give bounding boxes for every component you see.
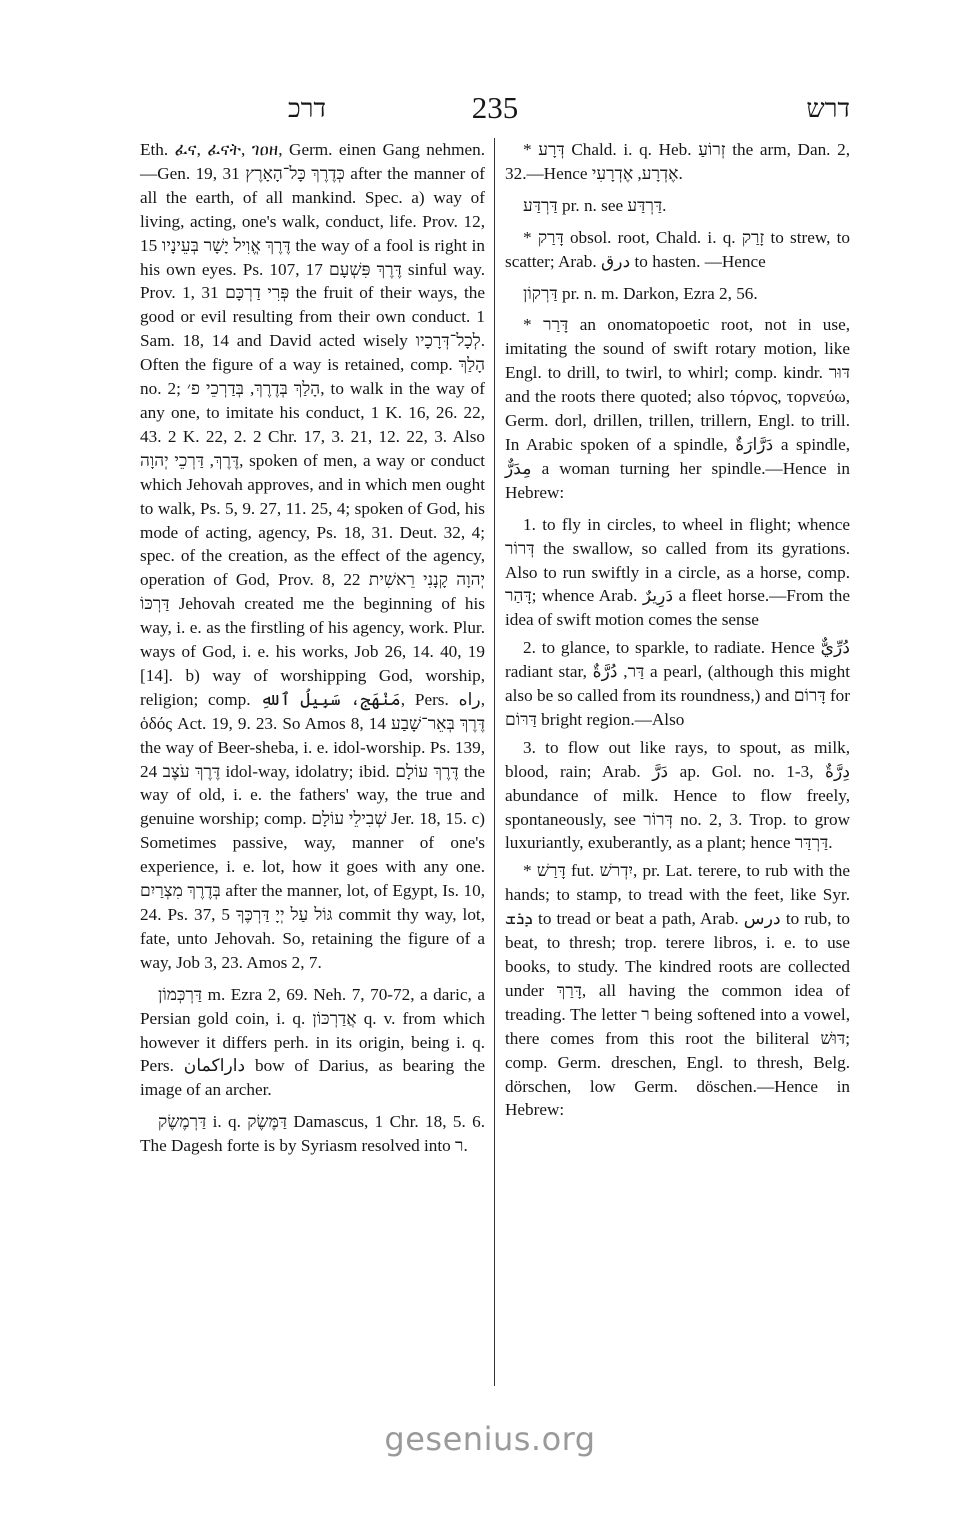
right-column [505,138,850,1130]
site-watermark: gesenius.org [384,1420,596,1458]
entry-darar-sense-3: 3. to flow out like rays, to spout, as milk, blood, rain; Arab. دَرَّ ap. Gol. no. 1-3, دِرَّةٌ abundance of milk. Hence to flow freely, spontaneously, see דְּרוֹר no. 2, 3. Trop. to grow luxuriantly, exuberantly, as a plant; hence דַּרְדַּר. [505,737,851,853]
column-divider [494,138,495,1386]
entry-darmesek: דַּרְמֶשֶׂק i. q. דַּמֶּשֶׂק Damascus, 1 Chr. 18, 5. 6. The Dagesh forte is by Syriasm resolved into ר. [140,1112,485,1156]
entry-darkmon: דַּרְכְּמוֹן m. Ezra 2, 69. Neh. 7, 70-72, a daric, a Persian gold coin, i. q. אֲדַרְכּוֹן q. v. from which however it differs perh. in its origin, being i. q. Pers. داراکمان bow of Darius, as bearing the image of an archer. [140,984,485,1100]
entry-darar-sense-2: 2. to glance, to sparkle, to radiate. Hence دُرِّيٌّ radiant star, דַּר, دُرَّةٌ a pearl, (although this might also be so called from its roundness,) and דָּרוֹם for דַּרּוֹם bright region.—Also [505,638,850,729]
entry-darash: * דָּרַשׁ fut. יִדְרשׁ, pr. Lat. terere, to rub with the hands; to stamp, to tread with the feet, like Syr. ܕܪܫ to tread or beat a path, Arab. درس to rub, to beat, to thresh; trop. terere libros, i. e. to use books, to study. The kindred roots are collected under דָּרַךְ, all having the common idea of treading. The letter ר being softened into a vowel, there comes from this root the biliteral דּוּשׁ; comp. Germ. dreschen, Engl. to thresh, Belg. dörschen, low Germ. döschen.—Hence in Hebrew: [505,861,851,1120]
page-number: 235 [471,90,519,125]
entry-derek-continued: Eth. ፈና, ፈናት, ገዐዘ, Germ. einen Gang nehmen.—Gen. 19, 31 כְּדֶרֶךְ כָּל־הָאָרֶץ after the manner of all the earth, of all mankind. Spec. a) way of living, acting, one's walk, conduct, life. Prov. 12, 15 דֶּרֶךְ אֱוִיל יָשָׁר בְּעֵינָיו the way of a fool is right in his own eyes. Ps. 107, 17 דֶּרֶךְ פִּשְׁעָם sinful way. Prov. 1, 31 פְּרִי דַרְכָּם the fruit of their ways, the good or evil resulting from their own conduct. 1 Sam. 18, 14 and David acted wisely לְכָל־דְּרָכָיו. Often the figure of a way is retained, comp. הָלַךְ no. 2; הָלַךְ בְּדֶרֶךְ, בְּדַרְכֵי פ׳, to walk in the way of any one, to imitate his conduct, 1 K. 16, 26. 22, 43. 2 K. 22, 2. 2 Chr. 17, 3. 21, 12. 22, 3. Also דֶּרֶךְ, דַּרְכֵי יְהוָה, spoken of men, a way or conduct which Jehovah approves, and in which men ought to walk, Ps. 5, 9. 27, 11. 25, 4; spoken of God, his mode of acting, agency, Ps. 18, 31. Deut. 32, 4; spec. of the creation, as the effect of the agency, operation of God, Prov. 8, 22 יְהוָה קָנָנִי רֵאשִׁית דַּרְכּוֹ Jehovah created me the beginning of his way, i. e. as the firstling of his agency, work. Plur. ways of God, i. e. his works, Job 26, 14. 40, 19 [14]. b) way of worshipping God, worship, religion; comp. مَنْهَج، سَبِيلُ ٱللهِ, Pers. راه, ὁδός Act. 19, 9. 23. So Amos 8, 14 דֶּרֶךְ בְּאֵר־שָׁבַע the way of Beer-sheba, i. e. idol-worship. Ps. 139, 24 דֶּרֶךְ עֹצֶב idol-way, idolatry; ibid. דֶּרֶךְ עוֹלָם the way of old, i. e. the fathers' way, the true and genuine worship; comp. שְׁבִילֵי עוֹלָם Jer. 18, 15. c) Sometimes passive, way, manner of one's experience, i. e. lot, how it goes with any one. בְּדֶרֶךְ מִצְרַיִם after the manner, lot, of Egypt, Is. 10, 24. Ps. 37, 5 גּוֹל עַל יְיָ דַּרְכֶּךָ commit thy way, lot, fate, unto Jehovah. So, retaining the figure of a way, Job 3, 23. Amos 2, 7. [140,140,486,972]
entry-dera: * דְּרָע Chald. i. q. Heb. זְרוֹעַ the arm, Dan. 2, 32.—Hence אֶדְרָע, אֶדְרָעִי. [505,140,851,183]
entry-darar-sense-1: 1. to fly in circles, to wheel in flight; whence דְּרוֹר the swallow, so called from its gyrations. Also to run swiftly in a circle, as a horse, comp. דָּהַר; whence Arab. دَرِيرٌ a fleet horse.—From the idea of swift motion comes the sense [505,514,850,630]
entry-darda: דַּרְדַּע pr. n. see דַּרְדַּע. [523,195,667,215]
entry-darkon: דַּרְקוֹן pr. n. m. Darkon, Ezra 2, 56. [523,283,758,303]
left-column [140,138,485,1166]
page-header [140,90,850,130]
running-head-right: דרש [806,94,850,123]
running-head-left: דרכ [288,94,326,123]
entry-daraq: * דָּרַק obsol. root, Chald. i. q. זָרַק to strew, to scatter; Arab. درق to hasten. —Hence [505,227,851,271]
entry-darar: * דָּרַר an onomatopoetic root, not in use, imitating the sound of swift rotary motion, like Engl. to drill, to twirl, to whirl; comp. kindr. דּוּר and the roots there quoted; also τόρνος, τορνεύω, Germ. dorl, drillen, trillen, trillern, Engl. to trill. In Arabic spoken of a spindle, دَرَّارَةٌ a spindle, مِدَرٌّ a woman turning her spindle.—Hence in Hebrew: [505,315,851,502]
